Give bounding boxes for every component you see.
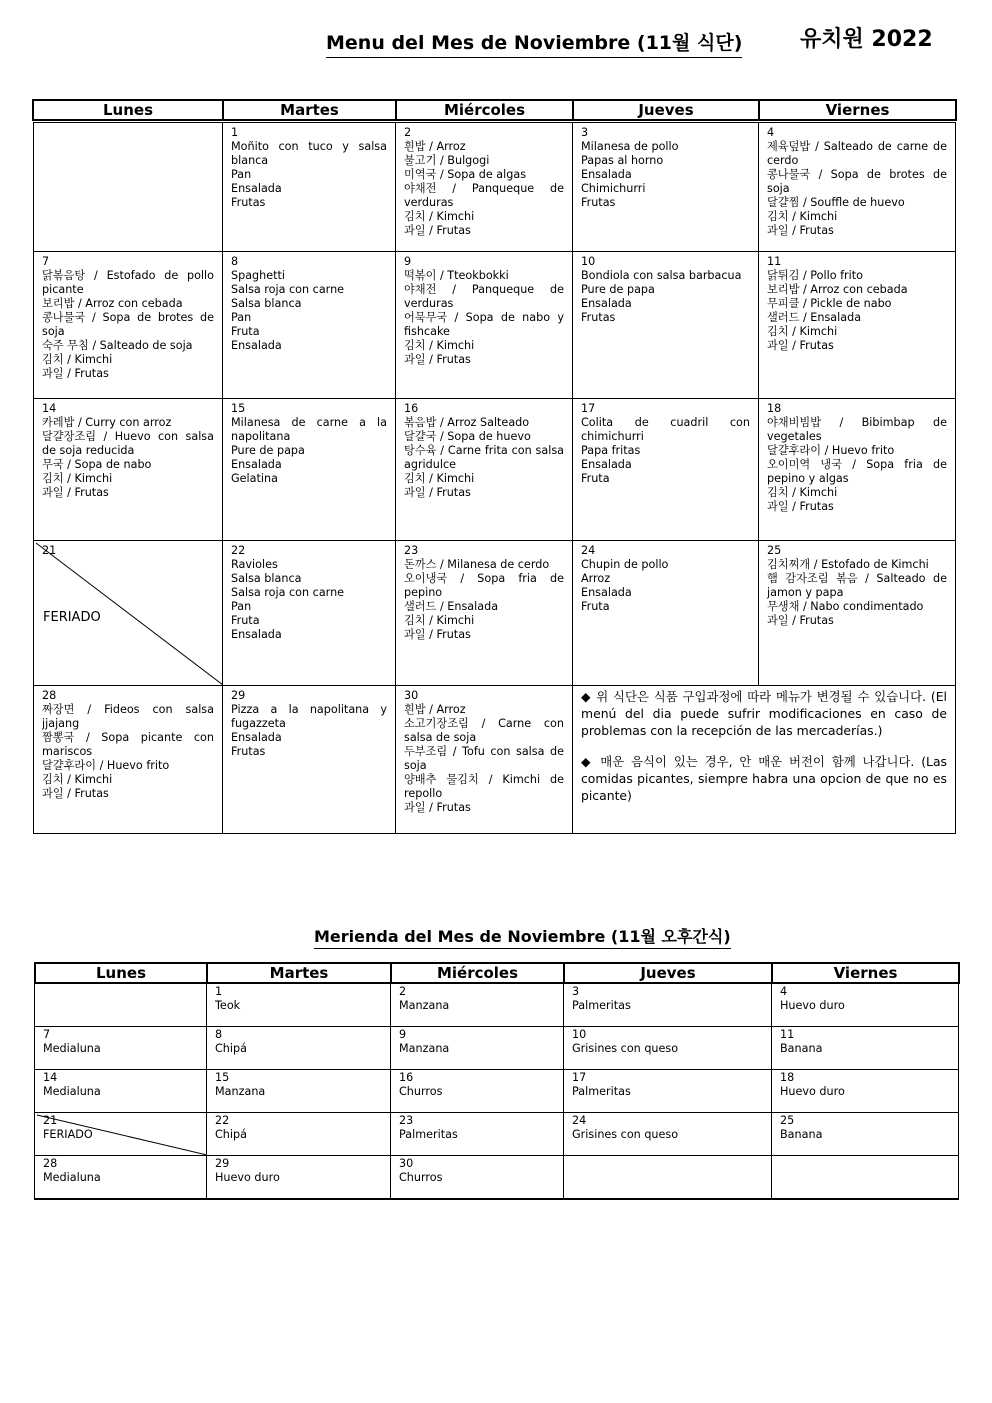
menu-item: 콩나물국 / Sopa de brotes de soja (42, 311, 214, 338)
day-number: 4 (780, 985, 788, 998)
menu-day-cell (396, 123, 573, 252)
menu-item: Ensalada (581, 168, 632, 181)
notes-cell (573, 686, 956, 834)
menu-day-cell (759, 541, 956, 686)
snack-item: Teok (215, 999, 241, 1012)
menu-day-cell (396, 399, 573, 541)
day-number: 9 (404, 255, 412, 268)
menu-item: Ensalada (581, 297, 632, 310)
day-number: 8 (231, 255, 239, 268)
menu-item: Milanesa de carne a la napolitana (231, 416, 387, 443)
menu-item: 과일 / Frutas (42, 486, 109, 499)
menu-day-cell (223, 252, 396, 399)
menu-item: 볶음밥 / Arroz Salteado (404, 416, 530, 429)
day-number: 22 (231, 544, 246, 557)
menu-item: Frutas (231, 745, 266, 758)
snack-item: Churros (399, 1171, 443, 1184)
menu-item: Pure de papa (231, 444, 305, 457)
snack-day-content (207, 1070, 390, 1112)
menu-item: 과일 / Frutas (42, 787, 109, 800)
note-text: ◆ 매운 음식이 있는 경우, 안 매운 버전이 함께 나갑니다. (Las comidas picantes, siempre habra una opcion de que no es picante) (581, 754, 947, 803)
day-number: 28 (42, 689, 57, 702)
menu-day-cell (223, 399, 396, 541)
snack-item: Chipá (215, 1042, 247, 1055)
day-number: 18 (780, 1071, 795, 1084)
menu-item: 미역국 / Sopa de algas (404, 168, 527, 181)
menu-day-content (759, 399, 955, 540)
menu-item: Ensalada (581, 586, 632, 599)
day-number: 15 (215, 1071, 230, 1084)
menu-item: 닭볶음탕 / Estofado de pollo picante (42, 269, 214, 296)
snack-day-content (207, 1113, 390, 1155)
menu-item: Salsa roja con carne (231, 283, 345, 296)
menu-item: 무국 / Sopa de nabo (42, 458, 152, 471)
menu-item: Gelatina (231, 472, 278, 485)
menu-item: 김치 / Kimchi (767, 210, 838, 223)
menu-item: 불고기 / Bulgogi (404, 154, 490, 167)
menu-item: Ensalada (231, 339, 282, 352)
day-number: 30 (404, 689, 419, 702)
snack-header-viernes: Viernes (772, 963, 959, 983)
snack-day-cell (391, 1027, 564, 1070)
menu-item: Frutas (231, 196, 266, 209)
menu-item: 김치 / Kimchi (42, 773, 113, 786)
day-number: 29 (215, 1157, 230, 1170)
snack-item: Grisines con queso (572, 1128, 679, 1141)
menu-item: 김치 / Kimchi (404, 210, 475, 223)
day-number: 2 (404, 126, 412, 139)
menu-item: 김치 / Kimchi (767, 486, 838, 499)
snack-item: Grisines con queso (572, 1042, 679, 1055)
menu-item: 김치 / Kimchi (767, 325, 838, 338)
menu-item: Arroz (581, 572, 611, 585)
menu-item: Moñito con tuco y salsa blanca (231, 140, 387, 167)
menu-item: 과일 / Frutas (404, 801, 471, 814)
snack-day-cell (564, 1113, 772, 1156)
snack-day-cell (564, 1070, 772, 1113)
day-number: 23 (404, 544, 419, 557)
snack-item: Manzana (399, 1042, 450, 1055)
menu-day-content (34, 252, 222, 398)
menu-day-content (573, 123, 758, 251)
menu-day-content (34, 686, 222, 833)
day-number: 16 (399, 1071, 414, 1084)
menu-day-cell (34, 252, 223, 399)
menu-day-content (396, 123, 572, 251)
menu-day-cell (223, 541, 396, 686)
snack-day-content (391, 1027, 563, 1069)
snack-day-content (564, 984, 771, 1026)
note-text: ◆ 위 식단은 식품 구입과정에 따라 메뉴가 변경될 수 있습니다. (El menú del dia puede sufrir modificaciones en caso de problemas con la recepción de las mercaderías.) (581, 689, 947, 738)
menu-item: 보리밥 / Arroz con cebada (767, 283, 908, 296)
menu-item: Salsa roja con carne (231, 586, 345, 599)
snack-day-content (772, 1027, 958, 1069)
snack-header-martes: Martes (207, 963, 391, 983)
day-number: 25 (780, 1114, 795, 1127)
menu-day-content (573, 252, 758, 398)
day-number: 4 (767, 126, 775, 139)
menu-item: 달걀국 / Sopa de huevo (404, 430, 531, 443)
menu-item: 김치찌개 / Estofado de Kimchi (767, 558, 929, 571)
day-number: 3 (572, 985, 580, 998)
day-number: 24 (581, 544, 596, 557)
day-number: 7 (42, 255, 50, 268)
menu-calendar (33, 122, 956, 834)
header-lunes: Lunes (33, 100, 223, 120)
snack-day-cell (564, 1156, 772, 1200)
menu-item: Bondiola con salsa barbacua (581, 269, 742, 282)
menu-item: 야채전 / Panqueque de verduras (404, 182, 564, 209)
snack-day-content (35, 1027, 206, 1069)
snack-day-cell (772, 1070, 959, 1113)
snack-day-cell (35, 1027, 207, 1070)
day-number: 16 (404, 402, 419, 415)
menu-day-content (34, 123, 222, 251)
snack-item: Manzana (399, 999, 450, 1012)
menu-item: 야채전 / Panqueque de verduras (404, 283, 564, 310)
menu-day-cell (223, 123, 396, 252)
menu-item: 짬뽕국 / Sopa picante con mariscos (42, 731, 214, 758)
menu-item: 돈까스 / Milanesa de cerdo (404, 558, 550, 571)
menu-item: 김치 / Kimchi (404, 614, 475, 627)
snack-day-content (772, 984, 958, 1026)
day-number: 25 (767, 544, 782, 557)
menu-day-cell (396, 686, 573, 834)
menu-item: 햄 감자조림 볶음 / Salteado de jamon y papa (767, 572, 947, 599)
snack-day-cell (391, 1156, 564, 1200)
menu-day-content (396, 541, 572, 685)
menu-day-cell (396, 541, 573, 686)
menu-item: 양배추 물김치 / Kimchi de repollo (404, 773, 564, 800)
snack-item: Churros (399, 1085, 443, 1098)
menu-item: Fruta (581, 600, 610, 613)
menu-item: 과일 / Frutas (404, 628, 471, 641)
menu-item: 보리밥 / Arroz con cebada (42, 297, 183, 310)
menu-item: 두부조림 / Tofu con salsa de soja (404, 745, 564, 772)
menu-day-content (223, 541, 395, 685)
day-number: 8 (215, 1028, 223, 1041)
menu-item: 과일 / Frutas (767, 224, 834, 237)
day-number: 3 (581, 126, 589, 139)
day-number: 17 (572, 1071, 587, 1084)
snack-day-content (564, 1156, 771, 1198)
snack-day-content (564, 1113, 771, 1155)
snack-item: Medialuna (43, 1171, 101, 1184)
snack-header-miercoles: Miércoles (391, 963, 564, 983)
snack-day-cell (207, 1156, 391, 1200)
snack-item: Chipá (215, 1128, 247, 1141)
menu-item: Ravioles (231, 558, 278, 571)
snack-title: Merienda del Mes de Noviembre (11월 오후간식) (314, 924, 731, 949)
menu-item: Pure de papa (581, 283, 655, 296)
menu-item: Fruta (231, 614, 260, 627)
day-number: 11 (780, 1028, 795, 1041)
menu-item: Chupin de pollo (581, 558, 669, 571)
day-number: 7 (43, 1028, 51, 1041)
snack-day-cell (207, 1070, 391, 1113)
day-number: 21 (43, 1114, 58, 1127)
menu-day-cell (759, 123, 956, 252)
menu-item: 소고기장조림 / Carne con salsa de soja (404, 717, 564, 744)
snack-day-content (391, 1113, 563, 1155)
day-number: 15 (231, 402, 246, 415)
menu-item: Spaghetti (231, 269, 286, 282)
snack-day-content (772, 1113, 958, 1155)
snack-item: FERIADO (43, 1128, 93, 1141)
menu-day-content (396, 686, 572, 833)
snack-day-cell (772, 1156, 959, 1200)
day-number: 10 (581, 255, 596, 268)
menu-item: Pizza a la napolitana y fugazzeta (231, 703, 387, 730)
snack-calendar (34, 983, 959, 1200)
menu-day-cell (34, 686, 223, 834)
snack-day-content (391, 1070, 563, 1112)
snack-item: Huevo duro (780, 999, 845, 1012)
snack-day-content (35, 984, 206, 1026)
menu-item: 흰밥 / Arroz (404, 140, 466, 153)
menu-item: 샐러드 / Ensalada (404, 600, 499, 613)
menu-day-cell (759, 252, 956, 399)
menu-item: 달걀장조림 / Huevo con salsa de soja reducida (42, 430, 214, 457)
snack-day-cell (35, 984, 207, 1027)
day-number: 29 (231, 689, 246, 702)
menu-day-content (223, 399, 395, 540)
header-miercoles: Miércoles (396, 100, 573, 120)
menu-day-cell (34, 399, 223, 541)
menu-item: Pan (231, 311, 252, 324)
menu-item: 과일 / Frutas (404, 486, 471, 499)
menu-item: 김치 / Kimchi (404, 339, 475, 352)
menu-day-content (759, 252, 955, 398)
snack-header-lunes: Lunes (35, 963, 207, 983)
menu-item: 과일 / Frutas (404, 224, 471, 237)
snack-item: Medialuna (43, 1085, 101, 1098)
menu-item: Frutas (581, 311, 616, 324)
snack-day-content (772, 1156, 958, 1198)
snack-day-content (207, 984, 390, 1026)
menu-header-row (32, 99, 957, 121)
menu-day-content (223, 252, 395, 398)
menu-item: 떡볶이 / Tteokbokki (404, 269, 509, 282)
snack-week-row (35, 1156, 959, 1200)
menu-item: Pan (231, 600, 252, 613)
snack-item: Huevo duro (780, 1085, 845, 1098)
day-number: 1 (231, 126, 239, 139)
snack-day-content (207, 1027, 390, 1069)
menu-item: 김치 / Kimchi (404, 472, 475, 485)
menu-item: Chimichurri (581, 182, 646, 195)
menu-day-cell (573, 252, 759, 399)
menu-item: 콩나물국 / Sopa de brotes de soja (767, 168, 947, 195)
snack-day-cell (391, 984, 564, 1027)
day-number: 24 (572, 1114, 587, 1127)
snack-day-cell (564, 984, 772, 1027)
menu-item: Papa fritas (581, 444, 641, 457)
snack-day-cell (207, 984, 391, 1027)
holiday-label: FERIADO (43, 610, 101, 625)
day-number: 14 (43, 1071, 58, 1084)
menu-item: 어묵무국 / Sopa de nabo y fishcake (404, 311, 564, 338)
snack-item: Palmeritas (572, 999, 631, 1012)
menu-item: 김치 / Kimchi (42, 472, 113, 485)
menu-item: Fruta (581, 472, 610, 485)
menu-day-cell (34, 541, 223, 686)
menu-title: Menu del Mes de Noviembre (11월 식단) (326, 28, 742, 58)
menu-day-cell (34, 123, 223, 252)
snack-day-cell (391, 1070, 564, 1113)
menu-day-cell (573, 399, 759, 541)
snack-day-cell (772, 984, 959, 1027)
menu-day-content (759, 541, 955, 685)
menu-item: 달걀후라이 / Huevo frito (42, 759, 170, 772)
menu-item: 탕수육 / Carne frita con salsa agridulce (404, 444, 564, 471)
menu-week-row (34, 399, 956, 541)
menu-item: 짜장면 / Fideos con salsa jjajang (42, 703, 214, 730)
school-name: 유치원 2022 (800, 27, 933, 52)
snack-week-row (35, 984, 959, 1027)
snack-day-cell (207, 1027, 391, 1070)
snack-day-content (772, 1070, 958, 1112)
menu-notes (573, 686, 955, 820)
menu-item: 카레밥 / Curry con arroz (42, 416, 172, 429)
menu-day-cell (759, 399, 956, 541)
day-number: 2 (399, 985, 407, 998)
snack-item: Banana (780, 1128, 823, 1141)
menu-day-content (223, 686, 395, 833)
menu-day-cell (573, 123, 759, 252)
snack-day-content (35, 1156, 206, 1198)
snack-day-content (564, 1027, 771, 1069)
menu-item: 흰밥 / Arroz (404, 703, 466, 716)
menu-item: 과일 / Frutas (42, 367, 109, 380)
snack-day-content (564, 1070, 771, 1112)
day-number: 21 (42, 544, 57, 557)
menu-item: 달걀찜 / Souffle de huevo (767, 196, 905, 209)
day-number: 1 (215, 985, 223, 998)
menu-day-content (223, 123, 395, 251)
snack-week-row (35, 1027, 959, 1070)
menu-day-cell (223, 686, 396, 834)
header-viernes: Viernes (759, 100, 956, 120)
menu-item: 무생채 / Nabo condimentado (767, 600, 924, 613)
day-number: 22 (215, 1114, 230, 1127)
snack-day-cell (564, 1027, 772, 1070)
menu-item: Ensalada (581, 458, 632, 471)
snack-day-cell (207, 1113, 391, 1156)
snack-day-cell (35, 1113, 207, 1156)
menu-item: Ensalada (231, 628, 282, 641)
menu-item: Pan (231, 168, 252, 181)
snack-day-content (391, 1156, 563, 1198)
day-number: 18 (767, 402, 782, 415)
menu-day-content (34, 399, 222, 540)
menu-item: Frutas (581, 196, 616, 209)
day-number: 23 (399, 1114, 414, 1127)
menu-item: Salsa blanca (231, 572, 302, 585)
snack-item: Medialuna (43, 1042, 101, 1055)
day-number: 10 (572, 1028, 587, 1041)
menu-week-row (34, 252, 956, 399)
menu-item: Ensalada (231, 182, 282, 195)
menu-item: 야채비빔밥 / Bibimbap de vegetales (767, 416, 947, 443)
snack-day-content (207, 1156, 390, 1198)
menu-day-content (573, 399, 758, 540)
snack-day-cell (391, 1113, 564, 1156)
snack-item: Manzana (215, 1085, 266, 1098)
snack-day-cell (35, 1070, 207, 1113)
menu-week-row (34, 123, 956, 252)
menu-item: 과일 / Frutas (767, 500, 834, 513)
day-number: 17 (581, 402, 596, 415)
snack-week-row (35, 1113, 959, 1156)
snack-day-content (35, 1070, 206, 1112)
menu-item: 과일 / Frutas (767, 339, 834, 352)
menu-week-row (34, 541, 956, 686)
day-number: 9 (399, 1028, 407, 1041)
menu-item: 무피클 / Pickle de nabo (767, 297, 892, 310)
menu-day-cell (396, 252, 573, 399)
menu-day-content (396, 252, 572, 398)
menu-item: 제육덮밥 / Salteado de carne de cerdo (767, 140, 947, 167)
day-number: 30 (399, 1157, 414, 1170)
snack-day-content (35, 1113, 206, 1155)
menu-item: 샐러드 / Ensalada (767, 311, 862, 324)
day-number: 11 (767, 255, 782, 268)
menu-item: Ensalada (231, 731, 282, 744)
menu-item: 달걀후라이 / Huevo frito (767, 444, 895, 457)
day-number: 14 (42, 402, 57, 415)
menu-day-content (573, 541, 758, 685)
snack-header-row (34, 962, 960, 984)
menu-item: 과일 / Frutas (404, 353, 471, 366)
menu-item: 김치 / Kimchi (42, 353, 113, 366)
snack-week-row (35, 1070, 959, 1113)
menu-day-content (396, 399, 572, 540)
menu-item: Fruta (231, 325, 260, 338)
snack-day-cell (35, 1156, 207, 1200)
header-martes: Martes (223, 100, 396, 120)
snack-day-cell (772, 1027, 959, 1070)
snack-header-jueves: Jueves (564, 963, 772, 983)
menu-item: 과일 / Frutas (767, 614, 834, 627)
snack-item: Palmeritas (572, 1085, 631, 1098)
day-number: 28 (43, 1157, 58, 1170)
menu-item: Milanesa de pollo (581, 140, 679, 153)
menu-item: 오이미역 냉국 / Sopa fria de pepino y algas (767, 458, 947, 485)
menu-item: Colita de cuadril con chimichurri (581, 416, 750, 443)
snack-day-content (391, 984, 563, 1026)
menu-item: 오이냉국 / Sopa fria de pepino (404, 572, 564, 599)
snack-item: Huevo duro (215, 1171, 280, 1184)
menu-item: Ensalada (231, 458, 282, 471)
menu-day-content (34, 541, 222, 685)
menu-item: Salsa blanca (231, 297, 302, 310)
snack-item: Palmeritas (399, 1128, 458, 1141)
menu-item: 숙주 무침 / Salteado de soja (42, 339, 193, 352)
menu-day-content (759, 123, 955, 251)
menu-week-row (34, 686, 956, 834)
snack-item: Banana (780, 1042, 823, 1055)
header-jueves: Jueves (573, 100, 759, 120)
menu-day-cell (573, 541, 759, 686)
menu-item: Papas al horno (581, 154, 664, 167)
menu-item: 닭튀김 / Pollo frito (767, 269, 863, 282)
snack-day-cell (772, 1113, 959, 1156)
